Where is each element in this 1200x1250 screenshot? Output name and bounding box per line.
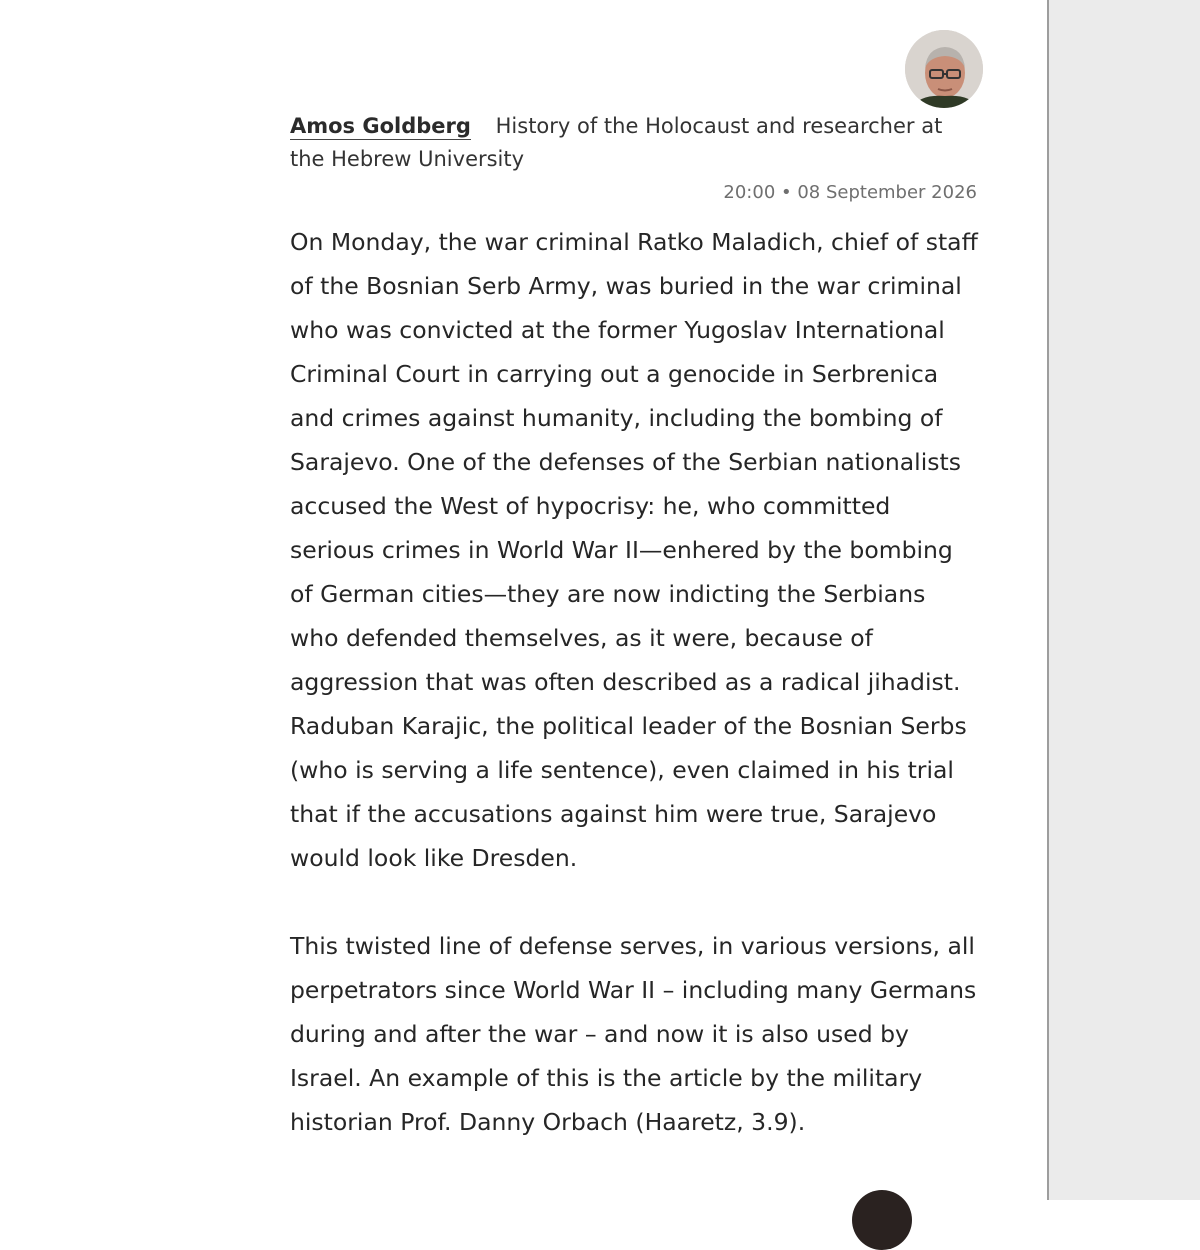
right-sidebar bbox=[1047, 0, 1200, 1200]
comment-paragraph: On Monday, the war criminal Ratko Maladich, chief of staff of the Bosnian Serb Army, was buried in the war criminal who was convicted at the former Yugoslav International Criminal Court in carrying out a genocide in Serbrenica and crimes against humanity, including the bombing of Sarajevo. One of the defenses of the Serbian nationalists accused the West of hypocrisy: he, who committed serious crimes in World War II—enhered by the bombing of German cities—they are now indicting the Serbians who defended themselves, as it were, because of aggression that was often described as a radical jihadist. Raduban Karajic, the political leader of the Bosnian Serbs (who is serving a life sentence), even claimed in his trial that if the accusations against him were true, Sarajevo would look like Dresden. bbox=[290, 228, 978, 872]
author-avatar[interactable] bbox=[905, 30, 983, 108]
author-name-link[interactable]: Amos Goldberg bbox=[290, 114, 471, 138]
author-title: History of the Holocaust and researcher at the Hebrew University bbox=[290, 114, 943, 171]
comment-body bbox=[290, 220, 980, 1188]
next-author-avatar[interactable] bbox=[852, 1190, 912, 1250]
author-byline bbox=[290, 110, 980, 176]
comment-timestamp: 20:00 • 08 September 2026 bbox=[723, 182, 977, 203]
comment-paragraph: This twisted line of defense serves, in various versions, all perpetrators since World War II – including many Germans during and after the war – and now it is also used by Israel. An example of this is the article by the military historian Prof. Danny Orbach (Haaretz, 3.9). bbox=[290, 932, 977, 1136]
